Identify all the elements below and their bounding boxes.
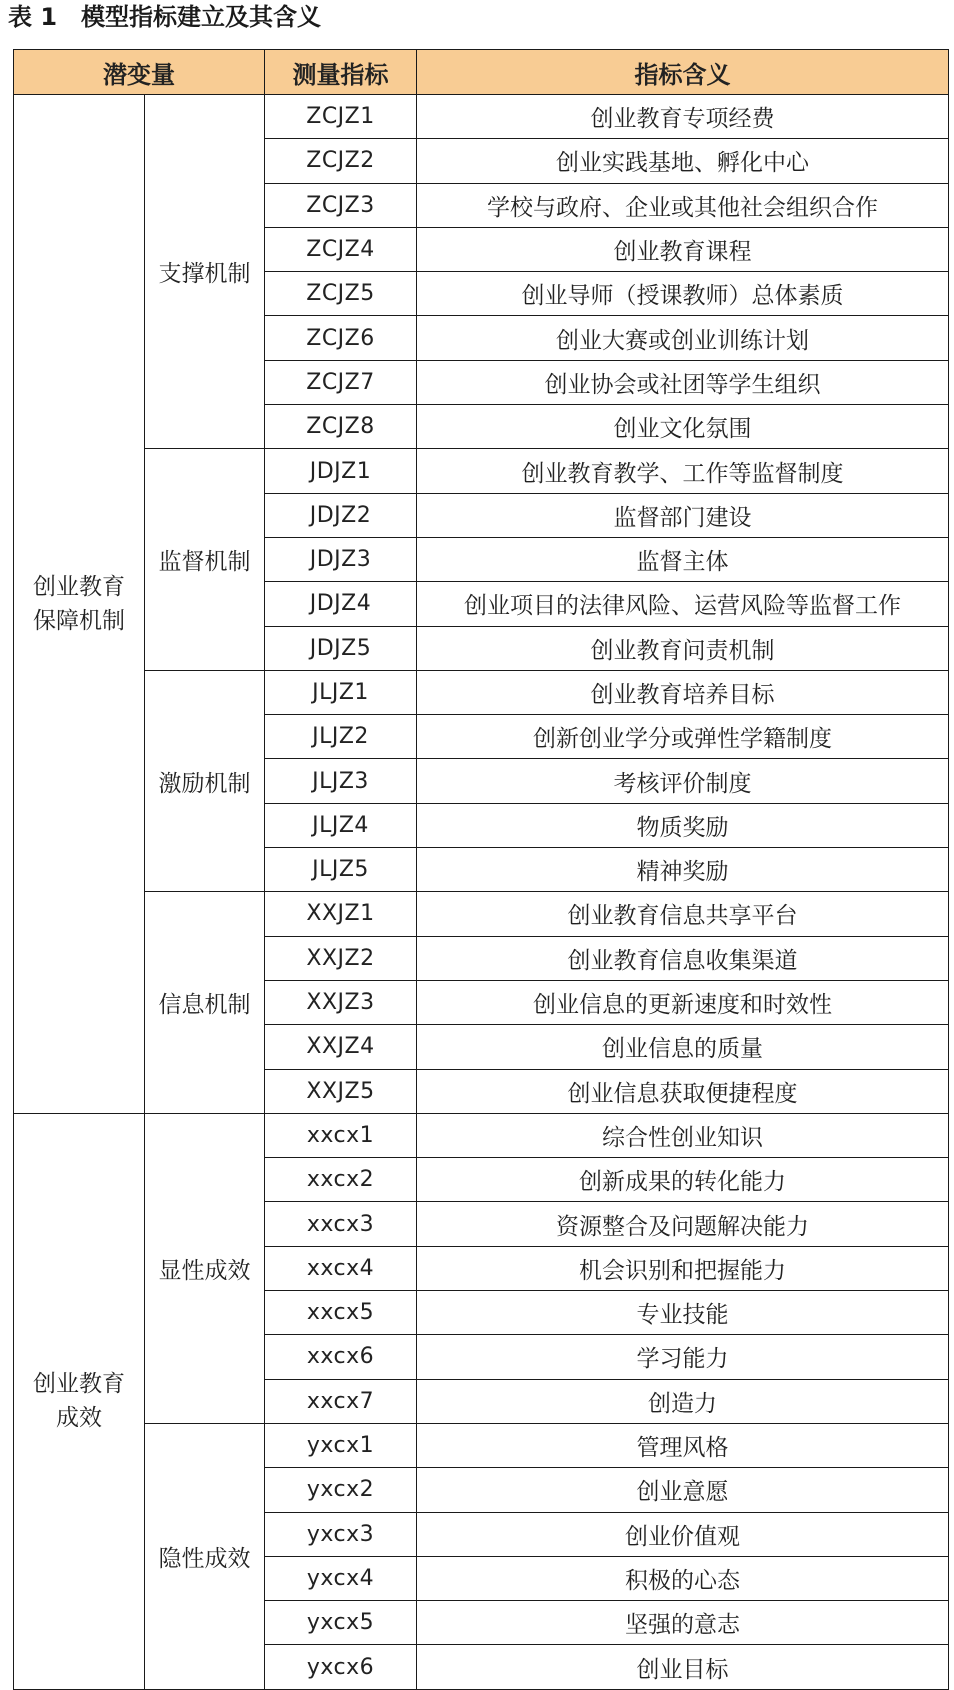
indicator-code-cell: xxcx3 [265,1202,417,1246]
indicator-meaning-cell: 创业教育信息共享平台 [417,892,949,936]
indicator-code-cell: JDJZ4 [265,582,417,626]
indicator-meaning-cell: 考核评价制度 [417,759,949,803]
indicator-code-cell: XXJZ2 [265,936,417,980]
latent-variable-cell [14,95,145,1114]
indicator-code-cell: ZCJZ7 [265,360,417,404]
indicator-meaning-cell: 创业目标 [417,1645,949,1689]
indicator-code-cell: xxcx2 [265,1158,417,1202]
indicator-code-cell: JDJZ3 [265,537,417,581]
indicator-meaning-cell: 创业教育教学、工作等监督制度 [417,449,949,493]
indicator-meaning-cell: 创业教育问责机制 [417,626,949,670]
indicator-code-cell: ZCJZ6 [265,316,417,360]
latent-label-line: 创业教育 [33,1371,125,1398]
indicator-meaning-cell: 创业项目的法律风险、运营风险等监督工作 [417,582,949,626]
indicator-meaning-cell: 创业信息获取便捷程度 [417,1069,949,1113]
indicator-meaning-cell: 创业导师（授课教师）总体素质 [417,272,949,316]
indicator-code-cell: XXJZ3 [265,980,417,1024]
indicator-code-cell: JDJZ2 [265,493,417,537]
indicator-code-cell: ZCJZ3 [265,183,417,227]
indicator-meaning-cell: 综合性创业知识 [417,1113,949,1157]
indicator-code-cell: yxcx6 [265,1645,417,1689]
latent-label-line: 创业教育 [33,573,125,600]
indicator-code-cell: xxcx7 [265,1379,417,1423]
latent-variable-cell [14,1113,145,1689]
indicator-meaning-cell: 精神奖励 [417,848,949,892]
header-meaning: 指标含义 [417,50,949,95]
header-indicator: 测量指标 [265,50,417,95]
indicator-meaning-cell: 资源整合及问题解决能力 [417,1202,949,1246]
sub-latent-variable-cell: 激励机制 [145,670,265,891]
indicator-meaning-cell: 创造力 [417,1379,949,1423]
latent-label-line: 成效 [56,1405,102,1432]
indicator-code-cell: JLJZ5 [265,848,417,892]
indicator-code-cell: yxcx5 [265,1601,417,1645]
indicator-meaning-cell: 管理风格 [417,1423,949,1467]
indicator-meaning-cell: 监督主体 [417,537,949,581]
header-row [14,50,949,95]
indicator-meaning-cell: 监督部门建设 [417,493,949,537]
indicator-code-cell: ZCJZ5 [265,272,417,316]
indicator-code-cell: yxcx4 [265,1556,417,1600]
indicator-meaning-cell: 创业信息的质量 [417,1025,949,1069]
sub-latent-variable-cell: 信息机制 [145,892,265,1113]
indicator-code-cell: ZCJZ1 [265,95,417,139]
table-row [14,670,949,714]
indicator-meaning-cell: 积极的心态 [417,1556,949,1600]
indicator-code-cell: ZCJZ2 [265,139,417,183]
indicator-code-cell: yxcx3 [265,1512,417,1556]
indicator-code-cell: JLJZ1 [265,670,417,714]
sub-latent-variable-cell: 支撑机制 [145,95,265,449]
indicator-code-cell: xxcx6 [265,1335,417,1379]
indicator-meaning-cell: 创新成果的转化能力 [417,1158,949,1202]
indicator-meaning-cell: 坚强的意志 [417,1601,949,1645]
indicator-code-cell: JLJZ3 [265,759,417,803]
indicator-meaning-cell: 创新创业学分或弹性学籍制度 [417,715,949,759]
indicator-code-cell: yxcx1 [265,1423,417,1467]
indicator-code-cell: XXJZ5 [265,1069,417,1113]
sub-latent-variable-cell: 监督机制 [145,449,265,670]
table-row [14,892,949,936]
table-row [14,1423,949,1467]
indicator-code-cell: JDJZ5 [265,626,417,670]
table-caption: 表 1 模型指标建立及其含义 [8,3,322,31]
indicator-table [13,49,949,1690]
latent-label-line: 保障机制 [33,607,125,634]
sub-latent-variable-cell: 隐性成效 [145,1423,265,1689]
indicator-meaning-cell: 创业教育课程 [417,227,949,271]
indicator-meaning-cell: 创业协会或社团等学生组织 [417,360,949,404]
indicator-code-cell: yxcx2 [265,1468,417,1512]
indicator-meaning-cell: 创业意愿 [417,1468,949,1512]
indicator-meaning-cell: 创业文化氛围 [417,405,949,449]
table-row [14,1113,949,1157]
indicator-code-cell: XXJZ4 [265,1025,417,1069]
indicator-meaning-cell: 创业教育培养目标 [417,670,949,714]
indicator-code-cell: JDJZ1 [265,449,417,493]
indicator-meaning-cell: 创业大赛或创业训练计划 [417,316,949,360]
header-latent: 潜变量 [14,50,265,95]
indicator-code-cell: xxcx4 [265,1246,417,1290]
table-row [14,449,949,493]
indicator-meaning-cell: 创业价值观 [417,1512,949,1556]
indicator-meaning-cell: 机会识别和把握能力 [417,1246,949,1290]
table-body [14,95,949,1690]
table-row [14,95,949,139]
indicator-meaning-cell: 创业教育专项经费 [417,95,949,139]
indicator-code-cell: xxcx1 [265,1113,417,1157]
indicator-meaning-cell: 学习能力 [417,1335,949,1379]
indicator-code-cell: xxcx5 [265,1291,417,1335]
indicator-meaning-cell: 物质奖励 [417,803,949,847]
indicator-meaning-cell: 创业信息的更新速度和时效性 [417,980,949,1024]
indicator-meaning-cell: 创业实践基地、孵化中心 [417,139,949,183]
indicator-meaning-cell: 创业教育信息收集渠道 [417,936,949,980]
indicator-code-cell: ZCJZ8 [265,405,417,449]
indicator-meaning-cell: 学校与政府、企业或其他社会组织合作 [417,183,949,227]
indicator-code-cell: XXJZ1 [265,892,417,936]
indicator-code-cell: JLJZ4 [265,803,417,847]
indicator-code-cell: JLJZ2 [265,715,417,759]
indicator-meaning-cell: 专业技能 [417,1291,949,1335]
sub-latent-variable-cell: 显性成效 [145,1113,265,1423]
indicator-code-cell: ZCJZ4 [265,227,417,271]
